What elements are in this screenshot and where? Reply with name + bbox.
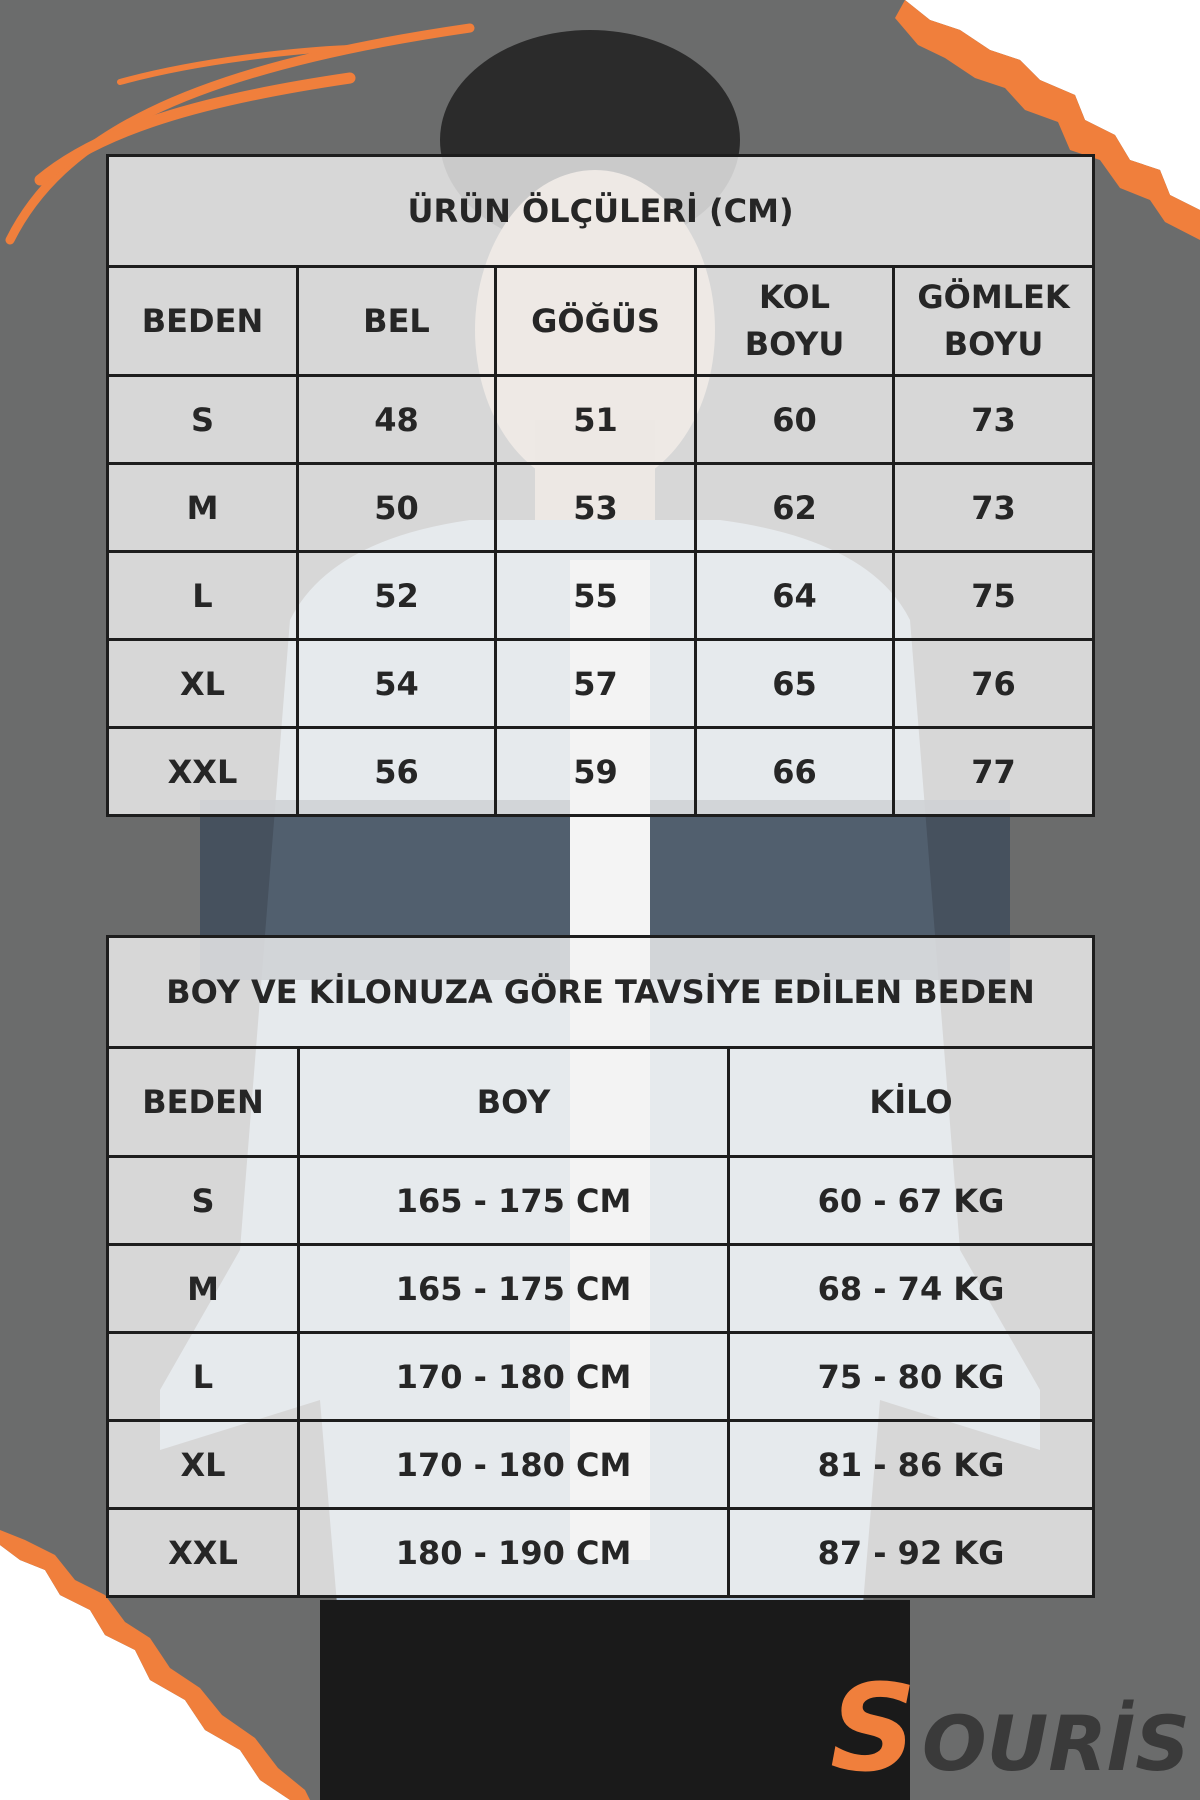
cell-gomlek-boyu: 73 — [894, 464, 1094, 552]
cell-kilo: 75 - 80 KG — [729, 1333, 1094, 1421]
recommend-table-title: BOY VE KİLONUZA GÖRE TAVSİYE EDİLEN BEDEN — [108, 937, 1094, 1048]
cell-kilo: 68 - 74 KG — [729, 1245, 1094, 1333]
cell-gogus: 53 — [496, 464, 696, 552]
cell-size: L — [108, 1333, 299, 1421]
cell-boy: 165 - 175 CM — [299, 1245, 729, 1333]
cell-gogus: 59 — [496, 728, 696, 816]
cell-kol-boyu: 60 — [696, 376, 894, 464]
table-row — [108, 464, 1094, 552]
cell-kol-boyu: 62 — [696, 464, 894, 552]
product-table-header-row — [108, 267, 1094, 376]
cell-bel: 54 — [298, 640, 496, 728]
table-row — [108, 376, 1094, 464]
logo-text: OURİS — [922, 1699, 1190, 1788]
cell-gomlek-boyu: 73 — [894, 376, 1094, 464]
product-table-title: ÜRÜN ÖLÇÜLERİ (CM) — [108, 156, 1094, 267]
cell-gogus: 51 — [496, 376, 696, 464]
cell-size: M — [108, 1245, 299, 1333]
header-gogus: GÖĞÜS — [496, 267, 696, 376]
brand-logo — [830, 1668, 1190, 1788]
table-row — [108, 640, 1094, 728]
cell-boy: 180 - 190 CM — [299, 1509, 729, 1597]
recommended-size-table — [106, 935, 1095, 1598]
cell-kilo: 60 - 67 KG — [729, 1157, 1094, 1245]
table-row — [108, 728, 1094, 816]
cell-gogus: 55 — [496, 552, 696, 640]
cell-size: XL — [108, 1421, 299, 1509]
cell-gomlek-boyu: 77 — [894, 728, 1094, 816]
header-boy: BOY — [299, 1048, 729, 1157]
table-row — [108, 1421, 1094, 1509]
header-beden: BEDEN — [108, 1048, 299, 1157]
cell-size: XXL — [108, 728, 298, 816]
cell-bel: 50 — [298, 464, 496, 552]
logo-initial: S — [830, 1668, 917, 1788]
header-bel: BEL — [298, 267, 496, 376]
model-trousers — [320, 1600, 910, 1800]
header-kol-boyu: KOL BOYU — [696, 267, 894, 376]
table-row — [108, 552, 1094, 640]
cell-gomlek-boyu: 76 — [894, 640, 1094, 728]
cell-size: S — [108, 376, 298, 464]
cell-size: M — [108, 464, 298, 552]
cell-gomlek-boyu: 75 — [894, 552, 1094, 640]
header-kilo: KİLO — [729, 1048, 1094, 1157]
cell-size: S — [108, 1157, 299, 1245]
cell-gogus: 57 — [496, 640, 696, 728]
header-gomlek-boyu: GÖMLEK BOYU — [894, 267, 1094, 376]
cell-size: XXL — [108, 1509, 299, 1597]
cell-kilo: 87 - 92 KG — [729, 1509, 1094, 1597]
cell-boy: 170 - 180 CM — [299, 1333, 729, 1421]
table-row — [108, 1333, 1094, 1421]
cell-kol-boyu: 66 — [696, 728, 894, 816]
table-row — [108, 1509, 1094, 1597]
cell-kol-boyu: 64 — [696, 552, 894, 640]
cell-size: XL — [108, 640, 298, 728]
table-row — [108, 1245, 1094, 1333]
cell-boy: 165 - 175 CM — [299, 1157, 729, 1245]
cell-size: L — [108, 552, 298, 640]
cell-kilo: 81 - 86 KG — [729, 1421, 1094, 1509]
product-measurements-table — [106, 154, 1095, 817]
recommend-table-header-row — [108, 1048, 1094, 1157]
cell-bel: 52 — [298, 552, 496, 640]
table-row — [108, 1157, 1094, 1245]
cell-bel: 56 — [298, 728, 496, 816]
cell-kol-boyu: 65 — [696, 640, 894, 728]
cell-boy: 170 - 180 CM — [299, 1421, 729, 1509]
cell-bel: 48 — [298, 376, 496, 464]
header-beden: BEDEN — [108, 267, 298, 376]
